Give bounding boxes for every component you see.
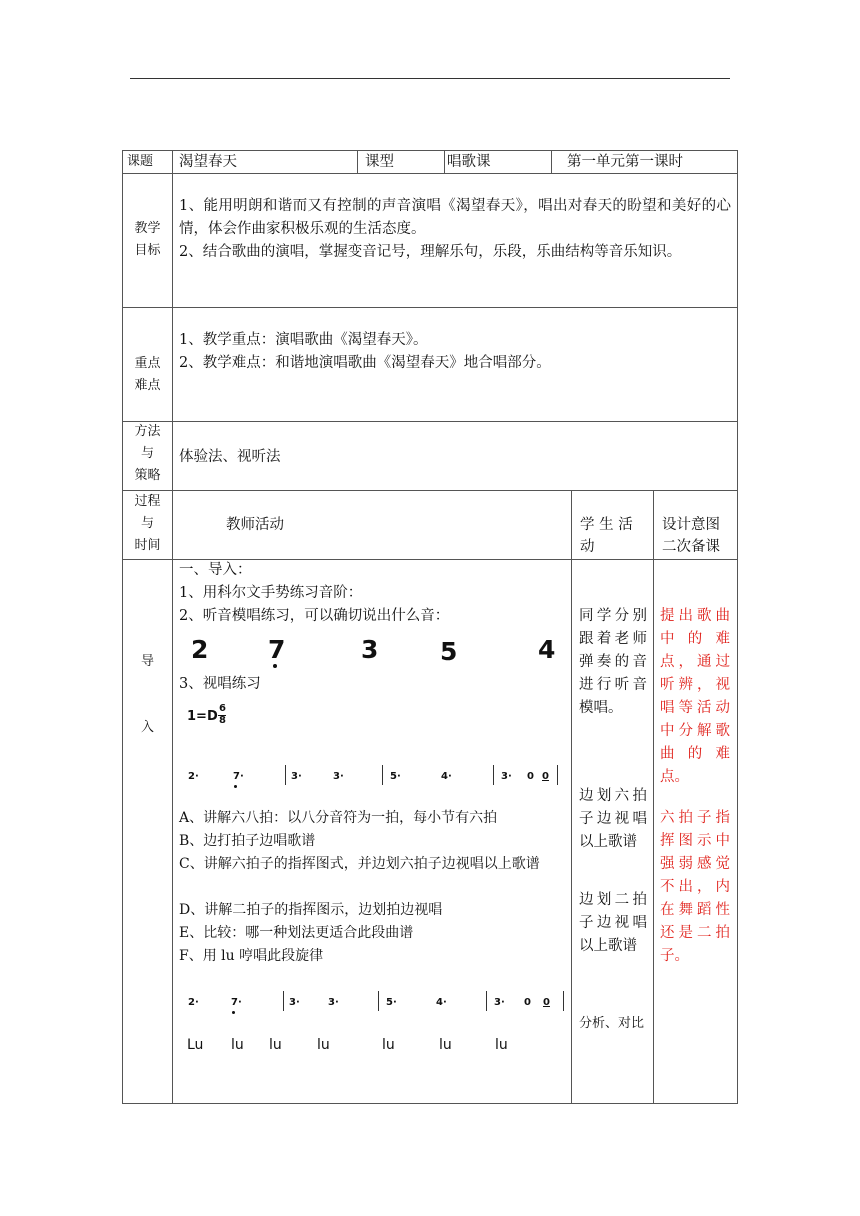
process-label-1: 过程 [134, 494, 161, 509]
type-value: 唱歌课 [447, 154, 491, 170]
design-intent-1: 提出歌曲中的难点，通过听辨，视唱等活动中分解歌曲的难点。 [660, 608, 730, 785]
score-note: 3· [501, 771, 512, 782]
method-label-1: 方法 [134, 424, 161, 439]
score-note: 0 [543, 997, 550, 1008]
unit-value: 第一单元第一课时 [567, 154, 683, 170]
score-note: 4· [441, 771, 452, 782]
score-note: 3· [333, 771, 344, 782]
bar-line [493, 765, 494, 785]
low-octave-dot [234, 785, 237, 788]
note-1: 2 [191, 635, 209, 664]
score-note: 5· [386, 997, 397, 1008]
note-3: 3 [361, 635, 379, 664]
time-signature-top: 6 [219, 703, 226, 714]
bar-line [382, 765, 383, 785]
intro-step-1: 1、用科尔文手势练习音阶： [179, 585, 363, 601]
time-signature-bottom: 8 [219, 715, 226, 726]
step-a: A、讲解六八拍：以八分音符为一拍，每小节有六拍 [179, 810, 498, 826]
step-d: D、讲解二拍子的指挥图示，边划拍边视唱 [179, 902, 443, 918]
lyric: lu [495, 1037, 508, 1053]
student-activity-1: 同学分别跟着老师弹奏的音进行听音模唱。 [579, 608, 647, 716]
bar-line [563, 991, 564, 1011]
intro-step-2: 2、听音模唱练习，可以确切说出什么音： [179, 608, 450, 624]
course-label: 课题 [127, 154, 154, 169]
lyric: lu [382, 1037, 395, 1053]
step-b: B、边打拍子边唱歌谱 [179, 833, 316, 849]
design-intent-header: 设计意图 二次备课 [662, 517, 720, 555]
method-value: 体验法、视听法 [179, 449, 281, 465]
goals-text: 1、能用明朗和谐而又有控制的声音演唱《渴望春天》，唱出对春天的盼望和美好的心情，体会作曲家积极乐观的生活态度。 2、结合歌曲的演唱，掌握变音记号，理解乐句，乐段，乐曲结构等音乐知识。 [179, 198, 731, 260]
score-note: 0 [542, 771, 549, 782]
intro-label-2: 入 [140, 720, 154, 735]
lesson-plan-table [122, 150, 738, 1104]
lyric: lu [439, 1037, 452, 1053]
score-note: 0 [527, 771, 534, 782]
step-c: C、讲解六拍子的指挥图式，并边划六拍子边视唱以上歌谱 [179, 856, 540, 872]
low-octave-dot [232, 1011, 235, 1014]
score-note: 2· [188, 771, 199, 782]
score-note: 7· [231, 997, 242, 1008]
intro-heading: 一、导入： [179, 562, 252, 578]
bar-line [486, 991, 487, 1011]
course-value: 渴望春天 [179, 154, 237, 170]
score-note: 0 [524, 997, 531, 1008]
step-e: E、比较：哪一种划法更适合此段曲谱 [179, 925, 414, 941]
score-note: 3· [494, 997, 505, 1008]
score-note: 3· [328, 997, 339, 1008]
score-note: 3· [291, 771, 302, 782]
student-activity-header: 学 生 活 动 [580, 517, 633, 555]
score-note: 2· [188, 997, 199, 1008]
score-note: 5· [390, 771, 401, 782]
score-note: 7· [233, 771, 244, 782]
bar-line [557, 765, 558, 785]
student-activity-4: 分析、对比 [579, 1016, 645, 1031]
goals-label-1: 教学 [134, 221, 161, 236]
bar-line [378, 991, 379, 1011]
step-f: F、用 lu 哼唱此段旋律 [179, 948, 324, 964]
process-label-3: 时间 [134, 538, 161, 553]
bar-line [285, 765, 286, 785]
method-label-2: 与 [140, 446, 154, 461]
type-label: 课型 [365, 154, 394, 170]
header-rule [130, 78, 730, 79]
student-activity-2: 边划六拍子边视唱以上歌谱 [579, 788, 647, 850]
score-note: 3· [289, 997, 300, 1008]
focus-label-2: 难点 [134, 378, 161, 393]
goals-label-2: 目标 [134, 243, 161, 258]
focus-label-1: 重点 [134, 356, 161, 371]
low-octave-dot [273, 664, 277, 668]
note-2: 7 [268, 635, 286, 664]
note-5: 4 [538, 635, 556, 664]
design-intent-2: 六拍子指挥图示中强弱感觉不出，内在舞蹈性还是二拍子。 [660, 810, 730, 964]
process-label-2: 与 [140, 516, 154, 531]
intro-label-1: 导 [140, 654, 154, 669]
teacher-activity-header: 教师活动 [226, 517, 284, 533]
note-4: 5 [440, 637, 458, 666]
intro-step-3: 3、视唱练习 [179, 676, 261, 692]
focus-line-2: 2、教学难点：和谐地演唱歌曲《渴望春天》地合唱部分。 [179, 355, 551, 371]
method-label-3: 策略 [134, 468, 161, 483]
student-activity-3: 边划二拍子边视唱以上歌谱 [579, 892, 647, 954]
lyric: lu [231, 1037, 244, 1053]
focus-line-1: 1、教学重点：演唱歌曲《渴望春天》。 [179, 332, 428, 348]
lyric: lu [269, 1037, 282, 1053]
key-signature: 1=D [187, 709, 218, 724]
lyric: Lu [187, 1037, 204, 1053]
score-note: 4· [436, 997, 447, 1008]
lyric: lu [317, 1037, 330, 1053]
bar-line [283, 991, 284, 1011]
